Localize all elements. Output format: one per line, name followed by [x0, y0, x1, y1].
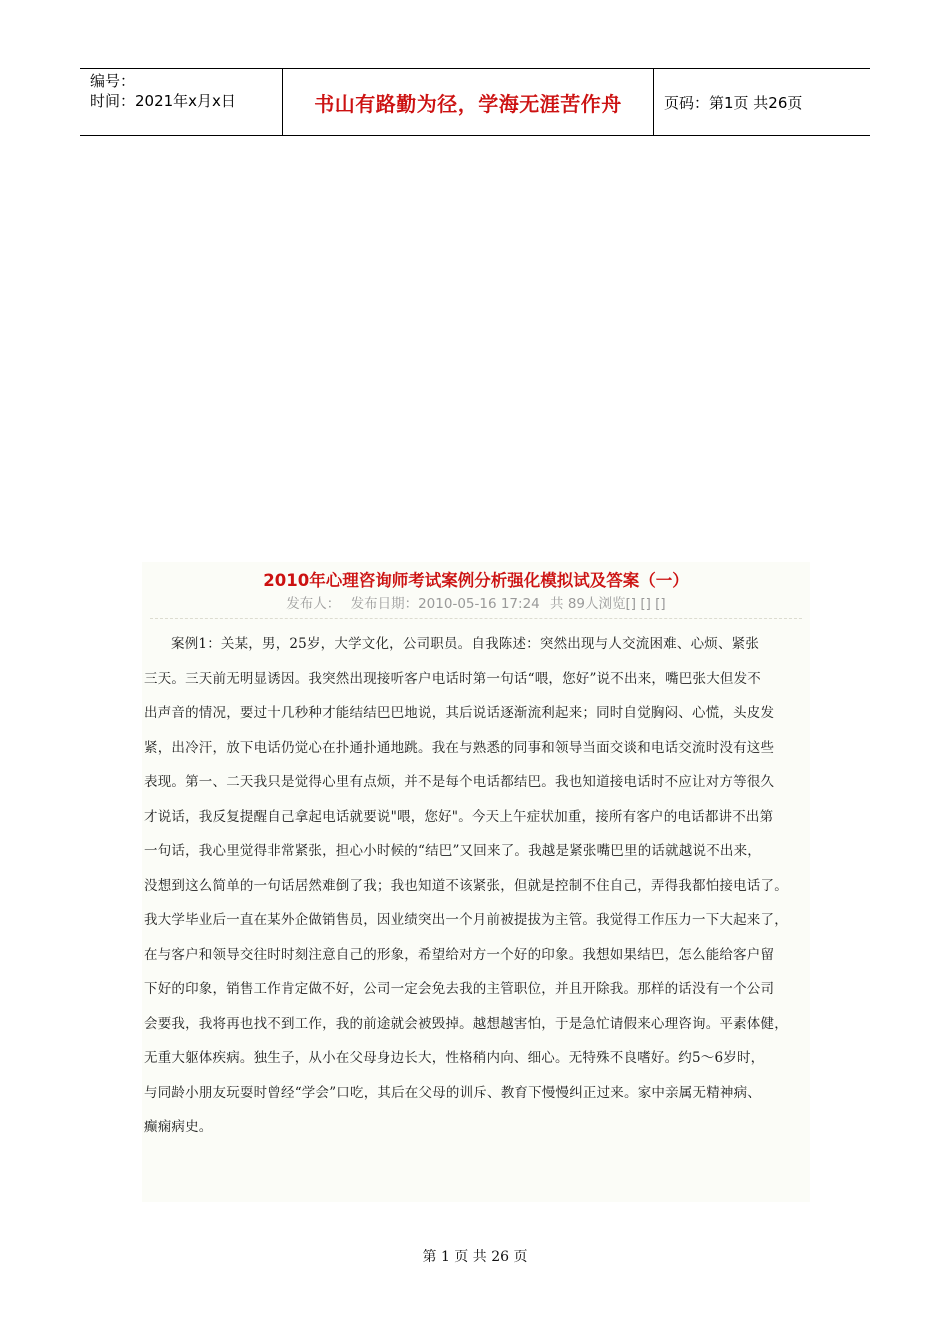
body-line: 三天。三天前无明显诱因。我突然出现接听客户电话时第一句话“喂，您好”说不出来，嘴巴张大但发不: [144, 670, 762, 687]
article-meta: [142, 594, 810, 614]
header-page-cell: [654, 69, 870, 135]
header-motto-cell: [282, 69, 654, 135]
article-body: [142, 627, 810, 1145]
body-line: 会要我，我将再也找不到工作，我的前途就会被毁掉。越想越害怕，于是急忙请假来心理咨询。平素体健，: [144, 1015, 788, 1032]
body-line: 一句话，我心里觉得非常紧张，担心小时候的“结巴”又回来了。我越是紧张嘴巴里的话就越说不出来，: [144, 843, 762, 859]
body-line: 与同龄小朋友玩耍时曾经“学会”口吃，其后在父母的训斥、教育下慢慢纠正过来。家中亲属无精神病、: [144, 1084, 762, 1101]
body-line: 表现。第一、二天我只是觉得心里有点烦，并不是每个电话都结巴。我也知道接电话时不应让对方等很久: [144, 774, 775, 790]
publisher-label: 发布人：: [286, 596, 341, 612]
header-table: [80, 68, 870, 136]
body-line: 在与客户和领导交往时时刻注意自己的形象，希望给对方一个好的印象。我想如果结巴，怎么能给客户留: [144, 946, 775, 963]
motto-text: 书山有路勤为径，学海无涯苦作舟: [314, 91, 622, 116]
body-line: 出声音的情况，要过十几秒种才能结结巴巴地说，其后说话逐渐流利起来；同时自觉胸闷、心慌，头皮发: [144, 705, 775, 721]
body-line: 我大学毕业后一直在某外企做销售员，因业绩突出一个月前被提拔为主管。我觉得工作压力一下大起来了，: [144, 912, 788, 928]
article: [142, 562, 810, 1202]
footer-page-number: 第 1 页 共 26 页: [422, 1249, 528, 1265]
meta-divider: [150, 618, 802, 619]
header-left-cell: [80, 69, 282, 135]
body-line: 案例1：关某，男，25岁，大学文化，公司职员。自我陈述：突然出现与人交流困难、心烦、紧张: [171, 636, 760, 652]
publish-date: 发布日期：2010-05-16 17:24: [350, 596, 540, 612]
body-line: 下好的印象，销售工作肯定做不好，公司一定会免去我的主管职位，并且开除我。那样的话没有一个公司: [144, 981, 775, 997]
body-line: 没想到这么简单的一句话居然难倒了我；我也知道不该紧张，但就是控制不住自己，弄得我都怕接电话了。: [144, 877, 788, 894]
article-title: 2010年心理咨询师考试案例分析强化模拟试及答案（一）: [263, 571, 689, 590]
page-info: 页码：第1页 共26页: [664, 93, 803, 112]
body-line: 紧，出冷汗，放下电话仍觉心在扑通扑通地跳。我在与熟悉的同事和领导当面交谈和电话交流时没有这些: [144, 739, 775, 756]
time-label: 时间：2021年x月x日: [90, 92, 236, 110]
body-line: 癫痫病史。: [144, 1119, 213, 1135]
body-line: 无重大躯体疾病。独生子，从小在父母身边长大，性格稍内向、细心。无特殊不良嗜好。约5～6岁时，: [144, 1050, 765, 1066]
page-footer: [0, 1246, 950, 1266]
number-label: 编号：: [90, 72, 136, 90]
body-line: 才说话，我反复提醒自己拿起电话就要说"喂，您好"。今天上午症状加重，接所有客户的电话都讲不出第: [144, 808, 774, 825]
view-count: 共 89人浏览[] [] []: [550, 596, 666, 612]
